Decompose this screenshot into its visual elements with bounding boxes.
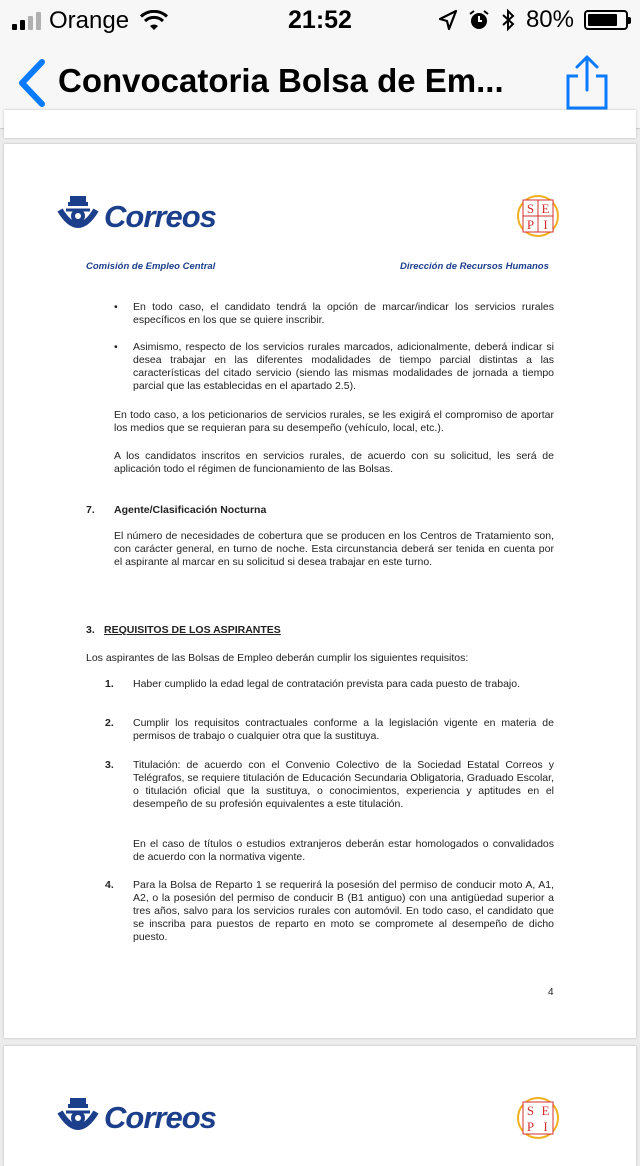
svg-text:E: E xyxy=(541,201,550,216)
sepi-logo xyxy=(517,1096,559,1140)
correos-logo xyxy=(56,194,216,238)
list-item: Para la Bolsa de Reparto 1 se requerirá la posesión del permiso de conducir moto A, A1, A2, o la posesión del permiso de conducir B (B1 antiguo) con una antigüedad superior a tres años, salvo para los servicios rurales con automóvil. En todo caso, el candidato que se inscriba para puestos de reparto en moto se compromete al desempeño de dicho puesto. xyxy=(133,879,554,943)
section-title: Agente/Clasificación Nocturna xyxy=(114,504,267,516)
list-item: Haber cumplido la edad legal de contratación prevista para cada puesto de trabajo. xyxy=(133,678,520,690)
section-number: 7. xyxy=(86,504,95,516)
section-intro: Los aspirantes de las Bolsas de Empleo deberán cumplir los siguientes requisitos: xyxy=(86,652,469,664)
correos-logo-text: Correos xyxy=(104,198,216,234)
svg-text:I: I xyxy=(543,1119,548,1134)
list-number: 4. xyxy=(105,879,114,891)
bullet-text: Asimismo, respecto de los servicios rurales marcados, adicionalmente, deberá indicar si desea trabajar en las diferentes modalidades de tiempo parcial distintas a las características del citado servicio (siendo las mismas modalidades de jornada a tiempo parcial que las establecidas en el apartado 2.5). xyxy=(133,341,554,392)
section-number: 3. xyxy=(86,624,95,636)
crown-horn-icon xyxy=(56,194,100,238)
list-number: 3. xyxy=(105,759,114,771)
header-left: Comisión de Empleo Central xyxy=(86,261,216,272)
paragraph: En todo caso, a los peticionarios de servicios rurales, se les exigirá el compromiso de aportar los medios que se requieran para su desempeño (vehículo, local, etc.). xyxy=(114,409,554,434)
bullet-text: En todo caso, el candidato tendrá la opción de marcar/indicar los servicios rurales específicos en los que se quiere inscribir. xyxy=(133,301,554,326)
share-icon[interactable] xyxy=(564,54,610,112)
header-right: Dirección de Recursos Humanos xyxy=(400,261,549,272)
section-text: El número de necesidades de cobertura que se producen en los Centros de Tratamiento son, con carácter general, en turno de noche. Esta circunstancia deberá ser tenida en cuenta por el aspirante al marcar en su solicitud si desea trabajar en este turno. xyxy=(114,530,554,568)
svg-text:I: I xyxy=(543,217,548,232)
nav-title: Convocatoria Bolsa de Em... xyxy=(58,62,504,99)
bullet-icon: • xyxy=(114,301,118,313)
section-title: REQUISITOS DE LOS ASPIRANTES xyxy=(104,624,281,636)
svg-text:S: S xyxy=(526,201,535,216)
list-item-extra: En el caso de títulos o estudios extranjeros deberán estar homologados o convalidados de acuerdo con la normativa vigente. xyxy=(133,838,554,863)
pdf-page-previous xyxy=(4,110,636,138)
list-number: 1. xyxy=(105,678,114,690)
correos-logo xyxy=(56,1096,216,1140)
pdf-page-next xyxy=(4,1046,636,1166)
paragraph: A los candidatos inscritos en servicios rurales, de acuerdo con su solicitud, les será de aplicación todo el régimen de funcionamiento de las Bolsas. xyxy=(114,450,554,475)
svg-text:P: P xyxy=(526,217,535,232)
pdf-page xyxy=(4,144,636,1038)
svg-text:E: E xyxy=(541,1103,550,1118)
list-number: 2. xyxy=(105,717,114,729)
carrier-label: Orange xyxy=(49,7,130,34)
bullet-icon: • xyxy=(114,341,118,353)
clock: 21:52 xyxy=(288,6,352,34)
list-item: Titulación: de acuerdo con el Convenio Colectivo de la Sociedad Estatal Correos y Telégrafos, se requiere titulación de Educación Secundaria Obligatoria, Graduado Escolar, o titulación oficial que la sustituya, o conocimientos, experiencia y aptitudes en el desempeño de su profesión equivalentes a este titulación. xyxy=(133,759,554,810)
page-number: 4 xyxy=(548,987,554,998)
location-icon xyxy=(438,9,458,31)
list-item: Cumplir los requisitos contractuales conforme a la legislación vigente en materia de permisos de trabajo o cualquier otra que la sustituya. xyxy=(133,717,554,742)
bluetooth-icon xyxy=(500,8,516,32)
status-bar xyxy=(0,0,640,40)
alarm-icon xyxy=(468,9,490,31)
sepi-logo xyxy=(517,194,559,238)
chevron-left-icon[interactable] xyxy=(14,58,50,108)
battery-icon xyxy=(584,10,628,30)
battery-fill xyxy=(588,14,617,26)
document-content xyxy=(4,144,636,1038)
svg-text:S: S xyxy=(526,1103,535,1118)
crown-horn-icon xyxy=(56,1096,100,1140)
svg-text:P: P xyxy=(526,1119,535,1134)
correos-logo-text: Correos xyxy=(104,1100,216,1135)
status-right xyxy=(438,6,628,34)
battery-percent: 80% xyxy=(525,6,574,33)
